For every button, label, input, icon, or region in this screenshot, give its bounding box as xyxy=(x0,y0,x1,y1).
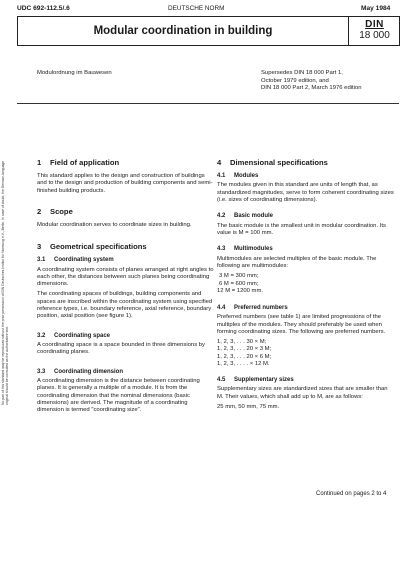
section-text: Preferred numbers (see table 1) are limited progressions of the multiples of the modules. They should preferably be used when forming coordinating sizes. The following are preferred numbers. xyxy=(217,314,386,335)
continuation-note: Continued on pages 2 to 4 xyxy=(316,491,387,497)
section-heading: 2 Scope xyxy=(37,206,73,216)
list-item: 1, 2, 3, . . . . × 12 M. xyxy=(217,360,270,367)
subsection-heading: 4.3 Multimodules xyxy=(217,246,273,253)
section-text: Modular coordination serves to coordinate sizes in building. xyxy=(37,221,192,228)
norm-label: DEUTSCHE NORM xyxy=(168,5,225,12)
subsection-heading: 4.2 Basic module xyxy=(217,213,274,220)
subsection-heading: 3.2 Coordinating space xyxy=(37,332,111,339)
document-title: Modular coordination in building xyxy=(93,25,273,37)
copyright-sidenote: No part of this standard may be reproduced without the prior permission of DIN Deutsches Institut für Normung e.V., Berlin. In case of doubt, the German-language original should be consulted as the authoritative text. xyxy=(1,160,9,405)
left-column xyxy=(37,158,215,418)
section-heading: 3 Geometrical specifications xyxy=(37,242,147,252)
section-text: Supplementary sizes are standardized sizes that are smaller than M. Their values, which shall add up to M, are as follows: xyxy=(217,386,388,400)
section-text: Multimodules are selected multiples of the basic module. The following are multimodules: xyxy=(217,255,377,269)
section-text: This standard applies to the design and construction of buildings and to the design and production of building components and semi-finished building products. xyxy=(37,173,213,194)
supersedes-block xyxy=(261,70,362,93)
subsection-heading: 4.4 Preferred numbers xyxy=(217,304,288,311)
publication-date: May 1984 xyxy=(361,5,391,12)
section-text: The basic module is the smallest unit in modular coordination. Its value is M = 100 mm. xyxy=(217,222,386,236)
din-box xyxy=(348,17,400,45)
din-number: 18 000 xyxy=(359,30,390,41)
supersedes-line: Supersedes DIN 18 000 Part 1, xyxy=(261,70,343,76)
preferred-number-list xyxy=(217,339,395,368)
section-text: A coordinating system consists of planes arranged at right angles to each other, the distances between such planes being coordinating dimensions. xyxy=(37,266,214,288)
subsection-heading: 3.3 Coordinating dimension xyxy=(37,368,123,375)
section-text: The modules given in this standard are units of length that, as standardized magnitudes, serve to form coherent coordinating sizes (i.e. sizes of coordinating dimensions). xyxy=(217,182,394,203)
list-item: 1, 2, 3, . . . 30 × M; xyxy=(217,339,267,346)
german-title: Modulordnung im Bauwesen xyxy=(37,70,112,76)
list-item: 12 M = 1200 mm. xyxy=(217,287,264,294)
section-heading: 4 Dimensional specifications xyxy=(217,158,328,167)
section-text: A coordinating dimension is the distance between coordinating planes. It is generally a multiple of a module. It is from the coordinating dimension that the nominal dimensions (basic dimensions) are derived. The magnitude of a coordinating dimension is termed "coordinating size". xyxy=(37,378,200,414)
list-item: 1, 2, 3, . . . 20 × 6 M; xyxy=(217,353,272,360)
subsection-heading: 4.1 Modules xyxy=(217,173,259,179)
right-column xyxy=(217,158,395,414)
supersedes-line: October 1979 edition, and xyxy=(261,77,329,84)
supplementary-values: 25 mm, 50 mm, 75 mm. xyxy=(217,404,280,411)
din-logo: DIN xyxy=(365,19,384,30)
multimodule-list xyxy=(217,273,395,295)
list-item: 6 M = 600 mm; xyxy=(219,280,259,287)
subsection-heading: 4.5 Supplementary sizes xyxy=(217,377,294,384)
udc-code: UDC 692-112.5/.6 xyxy=(17,5,70,12)
list-item: 1, 2, 3, . . . 20 × 3 M; xyxy=(217,346,272,353)
divider xyxy=(17,103,399,104)
supersedes-line: DIN 18 000 Part 2, March 1976 edition xyxy=(261,85,362,92)
title-frame xyxy=(17,16,400,46)
list-item: 3 M = 300 mm; xyxy=(219,273,259,280)
section-text: The coordinating spaces of buildings, building components and spaces are inscribed within the coordinating system using specified reference types, i.e. boundary reference, axial reference, boundary position, axial position (see figure 1). xyxy=(37,291,213,320)
section-heading: 1 Field of application xyxy=(37,158,120,167)
section-text: A coordinating space is a space bounded in three dimensions by coordinating planes. xyxy=(37,342,205,356)
subsection-heading: 3.1 Coordinating system xyxy=(37,257,114,264)
